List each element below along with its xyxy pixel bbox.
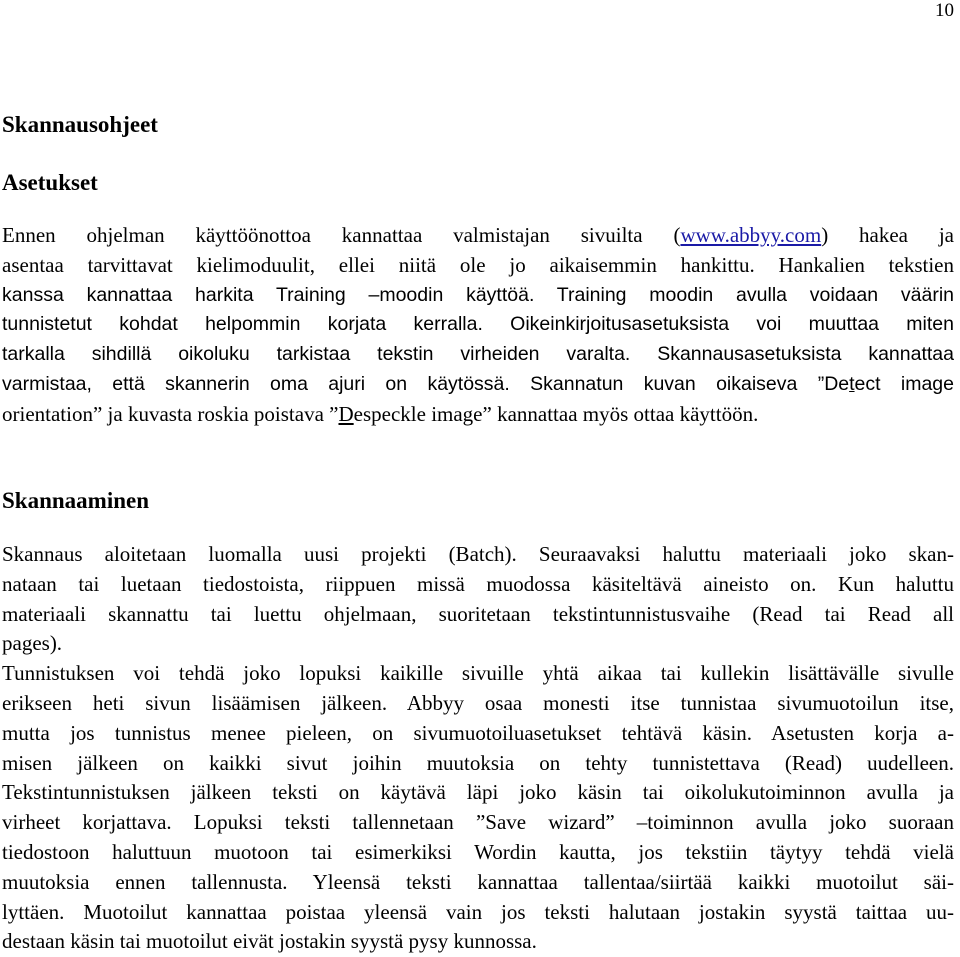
text-line: lyttäen. Muotoilut kannattaa poistaa yleensä vain jos teksti halutaan jostakin syystä taittaa uu- (2, 899, 954, 924)
text-line: nataan tai luetaan tiedostoista, riippuen missä muodossa käsiteltävä aineisto on. Kun haluttu (2, 571, 954, 596)
text-line: varmistaa, että skannerin oma ajuri on käytössä. Skannatun kuvan oikaiseva ”Detect image (2, 372, 954, 395)
text-line: orientation” ja kuvasta roskia poistava ”Despeckle image” kannattaa myös ottaa käyttöön. (2, 401, 759, 426)
text-line: materiaali skannattu tai luettu ohjelmaan, suoritetaan tekstintunnistusvaihe (Read tai Read all (2, 601, 954, 626)
text-line: misen jälkeen on kaikki sivut joihin muutoksia on tehty tunnistettava (Read) uudelleen. (2, 750, 954, 775)
text-line: tarkalla sihdillä oikoluku tarkistaa tekstin virheiden varalta. Skannausasetuksista kannattaa (2, 343, 954, 366)
text-line: asentaa tarvittavat kielimoduulit, ellei niitä ole jo aikaisemmin hankittu. Hankalien tekstien (2, 252, 954, 277)
abbyy-link[interactable]: www.abbyy.com (680, 223, 822, 247)
scanning-heading: Skannaaminen (2, 488, 150, 513)
text-line: virheet korjattava. Lopuksi teksti tallennetaan ”Save wizard” –toiminnon avulla joko suoraan (2, 810, 954, 835)
text-line: Tekstintunnistuksen jälkeen teksti on käytävä läpi joko käsin tai oikolukutoiminnon avulla ja (2, 780, 954, 805)
text-line: erikseen heti sivun lisäämisen jälkeen. Abbyy osaa monesti itse tunnistaa sivumuotoilun itse, (2, 690, 954, 715)
text-line: destaan käsin tai muotoilut eivät jostakin syystä pysy kunnossa. (2, 929, 537, 954)
scanning-paragraph (2, 540, 954, 957)
text-line: kanssa kannattaa harkita Training –moodin käyttöä. Training moodin avulla voidaan väärin (2, 283, 954, 306)
main-heading: Skannausohjeet (2, 112, 158, 137)
settings-paragraph (2, 221, 954, 430)
text-line: Skannaus aloitetaan luomalla uusi projekti (Batch). Seuraavaksi haluttu materiaali joko skan- (2, 542, 954, 566)
page-number: 10 (935, 0, 954, 21)
text-line: tunnistetut kohdat helpommin korjata kerralla. Oikeinkirjoitusasetuksista voi muuttaa miten (2, 313, 954, 336)
text-line: mutta jos tunnistus menee pieleen, on sivumuotoiluasetukset tehtävä käsin. Asetusten korja a- (2, 720, 954, 745)
text-line: Ennen ohjelman käyttöönottoa kannattaa valmistajan sivuilta (www.abbyy.com) hakea ja (2, 223, 954, 247)
text-line: muutoksia ennen tallennusta. Yleensä teksti kannattaa tallentaa/siirtää kaikki muotoilut säi- (2, 869, 954, 894)
text-line: tiedostoon haluttuun muotoon tai esimerkiksi Wordin kautta, jos tekstiin täytyy tehdä vielä (2, 839, 954, 864)
text-line: pages). (2, 631, 63, 656)
text-line: Tunnistuksen voi tehdä joko lopuksi kaikille sivuille yhtä aikaa tai kullekin lisättävälle sivulle (2, 661, 954, 686)
settings-heading: Asetukset (2, 170, 98, 195)
